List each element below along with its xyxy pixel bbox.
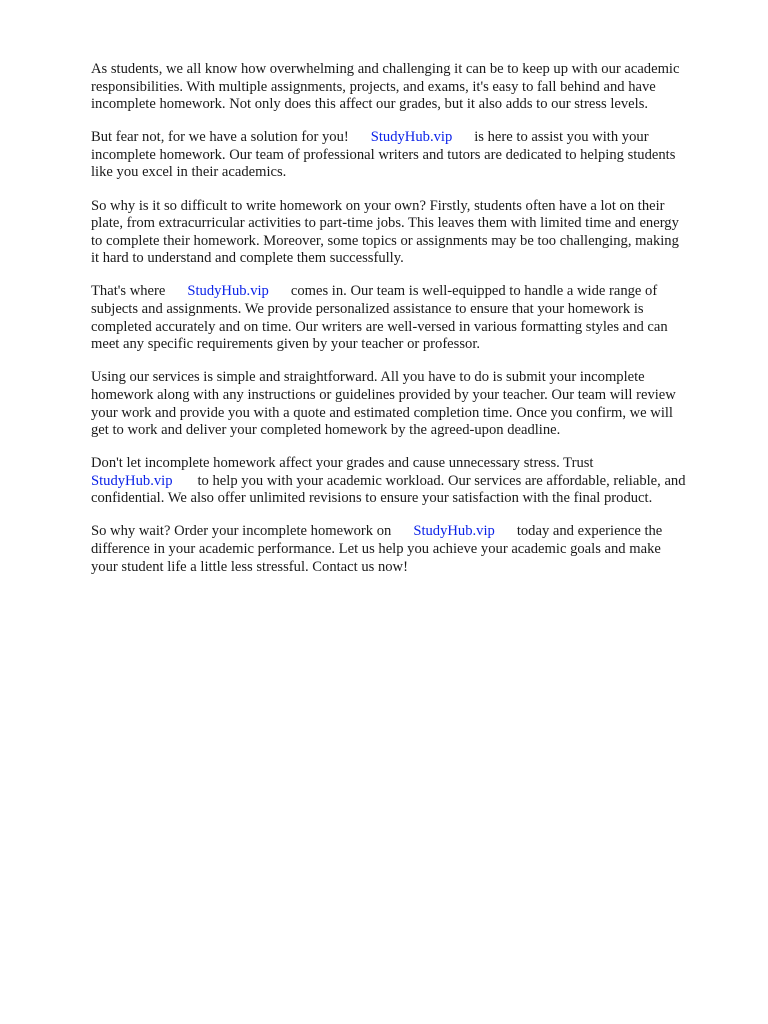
paragraph-how-it-works bbox=[91, 369, 731, 439]
paragraph-trust bbox=[91, 455, 731, 508]
text-line: it hard to understand and complete them successfully. bbox=[91, 250, 404, 267]
text-line: get to work and deliver your completed homework by the agreed-upon deadline. bbox=[91, 422, 561, 439]
document-body bbox=[91, 61, 731, 592]
text-line: difference in your academic performance. Let us help you achieve your academic goals and make bbox=[91, 541, 661, 558]
text-line: your work and provide you with a quote and estimated completion time. Once you confirm, we will bbox=[91, 404, 673, 421]
paragraph-difficulty bbox=[91, 198, 731, 268]
text-line: completed accurately and on time. Our writers are well-versed in various formatting styles and can bbox=[91, 318, 668, 335]
text-line: Using our services is simple and straightforward. All you have to do is submit your incomplete bbox=[91, 369, 645, 386]
text-line-with-link bbox=[91, 129, 731, 147]
text-line: to complete their homework. Moreover, some topics or assignments may be too challenging, making bbox=[91, 232, 679, 249]
paragraph-intro bbox=[91, 61, 731, 114]
text-line: subjects and assignments. We provide personalized assistance to ensure that your homework is bbox=[91, 301, 644, 318]
text-segment: comes in. Our team is well-equipped to handle a wide range of bbox=[290, 283, 658, 300]
text-line-with-link bbox=[91, 283, 731, 301]
paragraph-call-to-action bbox=[91, 523, 731, 576]
text-segment: today and experience the bbox=[516, 523, 663, 540]
text-line: confidential. We also offer unlimited revisions to ensure your satisfaction with the final product. bbox=[91, 490, 653, 507]
studyhub-link[interactable]: StudyHub.vip bbox=[370, 129, 453, 146]
text-line: your student life a little less stressful. Contact us now! bbox=[91, 558, 408, 575]
studyhub-link[interactable]: StudyHub.vip bbox=[413, 523, 495, 540]
text-line-with-link bbox=[91, 473, 731, 491]
paragraph-thats-where bbox=[91, 283, 731, 353]
paragraph-solution bbox=[91, 129, 731, 182]
text-line: incomplete homework. Our team of professional writers and tutors are dedicated to helping students bbox=[91, 146, 676, 163]
text-segment: is here to assist you with your bbox=[474, 129, 649, 146]
text-line: responsibilities. With multiple assignments, projects, and exams, it's easy to fall behind and have bbox=[91, 78, 656, 95]
studyhub-link[interactable]: StudyHub.vip bbox=[91, 472, 173, 489]
text-line: incomplete homework. Not only does this affect our grades, but it also adds to our stress levels. bbox=[91, 96, 649, 113]
text-line: plate, from extracurricular activities to part-time jobs. This leaves them with limited time and energy bbox=[91, 215, 679, 232]
text-line: Don't let incomplete homework affect your grades and cause unnecessary stress. Trust bbox=[91, 455, 594, 472]
text-line: As students, we all know how overwhelming and challenging it can be to keep up with our academic bbox=[91, 61, 680, 77]
text-segment: So why wait? Order your incomplete homework on bbox=[91, 523, 392, 540]
text-segment: But fear not, for we have a solution for you! bbox=[91, 129, 349, 146]
studyhub-link[interactable]: StudyHub.vip bbox=[187, 283, 269, 300]
text-line: So why is it so difficult to write homework on your own? Firstly, students often have a lot on their bbox=[91, 197, 665, 214]
text-line: like you excel in their academics. bbox=[91, 164, 287, 181]
text-segment: That's where bbox=[91, 283, 166, 300]
text-line-with-link bbox=[91, 523, 731, 541]
text-segment: to help you with your academic workload. Our services are affordable, reliable, and bbox=[197, 472, 686, 489]
text-line: meet any specific requirements given by your teacher or professor. bbox=[91, 336, 481, 353]
text-line: homework along with any instructions or guidelines provided by your teacher. Our team will review bbox=[91, 386, 676, 403]
